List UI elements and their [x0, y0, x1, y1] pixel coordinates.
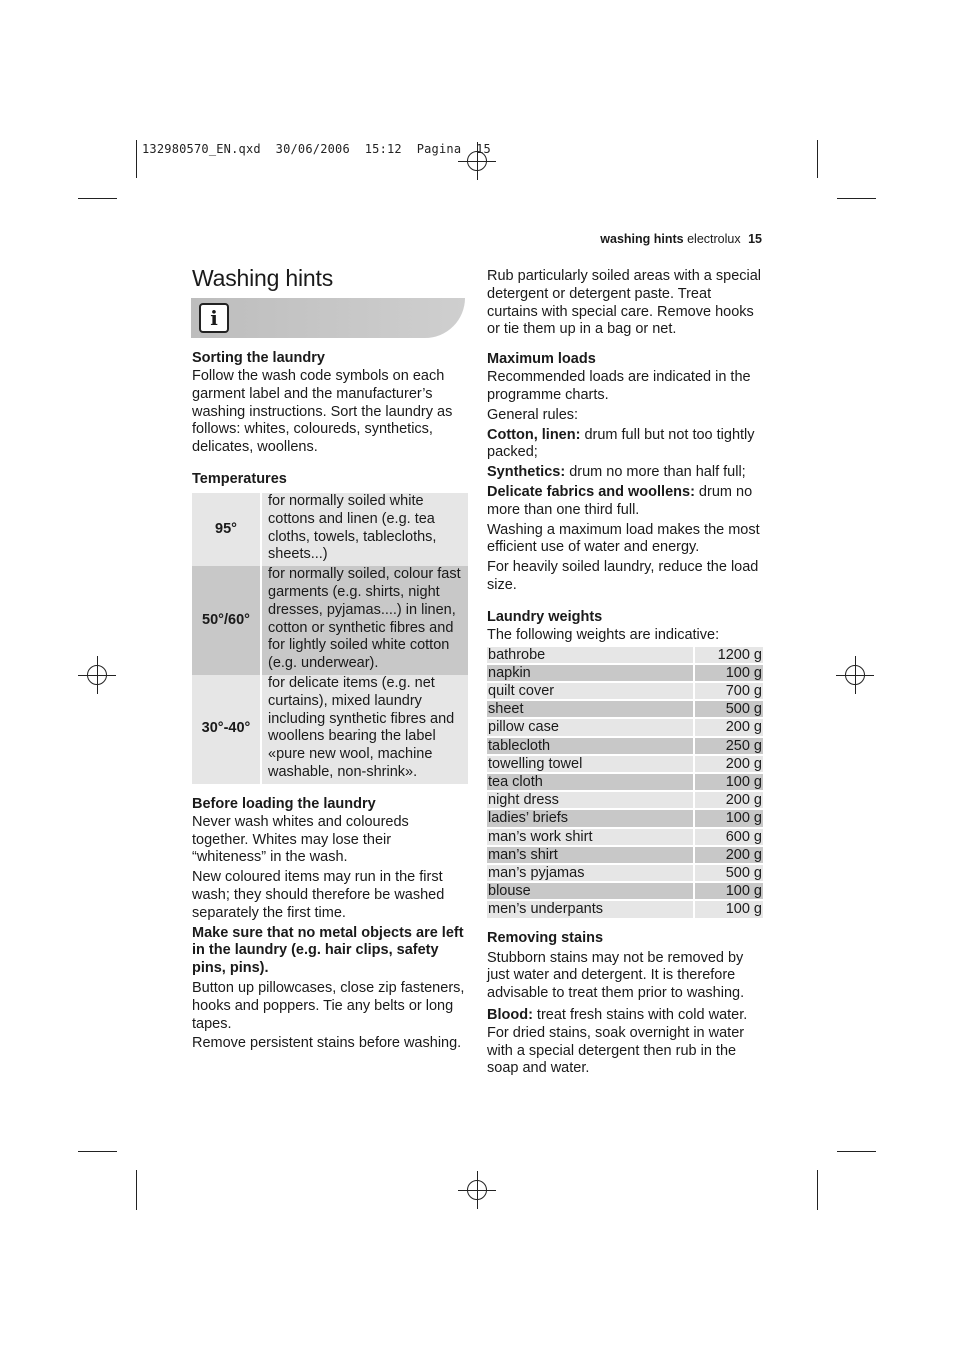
weight-item: tablecloth	[487, 738, 695, 756]
rule-delicates-text: drum no more than one third full.	[487, 483, 753, 518]
removing-stains-text: Stubborn stains may not be removed by just water and detergent. It is therefore advisable to treat them prior to washing.	[487, 949, 745, 1002]
running-head	[600, 232, 762, 246]
weight-row	[487, 647, 763, 665]
rule-cotton-text: drum full but not too tightly packed;	[487, 426, 755, 461]
before-loading-text: New coloured items may run in the first wash; they should therefore be washed separately the first time.	[192, 869, 445, 921]
weight-item: man’s work shirt	[487, 829, 695, 847]
laundry-weights-table	[487, 647, 763, 920]
rule-delicates	[487, 484, 763, 520]
weight-value: 200 g	[695, 847, 763, 865]
weight-item: tea cloth	[487, 774, 695, 792]
weight-item: towelling towel	[487, 756, 695, 774]
weight-row	[487, 901, 763, 919]
temperature-value: 30°-40°	[192, 675, 262, 784]
weight-row	[487, 810, 763, 828]
weight-row	[487, 865, 763, 883]
weight-value: 100 g	[695, 665, 763, 683]
weight-item: man’s shirt	[487, 847, 695, 865]
maximum-loads-text: For heavily soiled laundry, reduce the load size.	[487, 559, 759, 593]
weight-value: 1200 g	[695, 647, 763, 665]
rule-cotton	[487, 427, 763, 463]
temperature-description: for normally soiled white cottons and linen (e.g. tea cloths, towels, tablecloths, sheets...)	[262, 493, 468, 566]
weight-value: 250 g	[695, 738, 763, 756]
page-number: 15	[748, 232, 762, 246]
weight-item: ladies’ briefs	[487, 810, 695, 828]
blood-text: treat fresh stains with cold water. For dried stains, soak overnight in water with a special detergent then rub in the soap and water.	[487, 1006, 748, 1077]
blood-stains-text	[487, 1007, 763, 1078]
registration-mark-icon	[458, 1171, 496, 1209]
temperature-value: 95°	[192, 493, 262, 566]
weight-row	[487, 829, 763, 847]
weight-item: napkin	[487, 665, 695, 683]
rule-cotton-label: Cotton, linen:	[487, 426, 581, 443]
weight-item: bathrobe	[487, 647, 695, 665]
sorting-heading: Sorting the laundry	[192, 350, 325, 366]
crop-mark	[837, 198, 876, 199]
crop-mark	[78, 1151, 117, 1152]
temperature-description: for delicate items (e.g. net curtains), mixed laundry including synthetic fibres and woollens bearing the label «pure new wool, machine washable, non-shrink».	[262, 675, 468, 784]
weight-row	[487, 756, 763, 774]
weight-value: 500 g	[695, 865, 763, 883]
before-loading-text: Never wash whites and coloureds together. Whites may lose their “whiteness” in the wash.	[192, 813, 409, 866]
weight-value: 200 g	[695, 719, 763, 737]
file-slug: 132980570_EN.qxd 30/06/2006 15:12 Pagina 15	[142, 142, 491, 156]
left-column	[192, 262, 468, 1055]
laundry-weights-intro: The following weights are indicative:	[487, 626, 720, 643]
weight-row	[487, 847, 763, 865]
weight-row	[487, 665, 763, 683]
maximum-loads-text: Recommended loads are indicated in the programme charts.	[487, 369, 751, 403]
weight-item: man’s pyjamas	[487, 865, 695, 883]
weight-value: 700 g	[695, 683, 763, 701]
weight-row	[487, 774, 763, 792]
crop-mark	[817, 1170, 818, 1210]
sorting-text: Follow the wash code symbols on each garment label and the manufacturer’s washing instructions. Sort the laundry as follows: whites, coloureds, synthetics, delicates, woollens.	[192, 368, 453, 456]
rule-synthetics-label: Synthetics:	[487, 464, 566, 481]
running-head-brand: electrolux	[687, 232, 741, 246]
blood-label: Blood:	[487, 1006, 533, 1023]
laundry-weights-heading: Laundry weights	[487, 608, 603, 625]
metal-objects-warning: Make sure that no metal objects are left in the laundry (e.g. hair clips, safety pins, pins).	[192, 924, 464, 977]
before-loading-text: Remove persistent stains before washing.	[192, 1035, 462, 1052]
weight-item: men’s underpants	[487, 901, 695, 919]
weight-row	[487, 792, 763, 810]
weight-value: 600 g	[695, 829, 763, 847]
info-icon: i	[199, 303, 229, 333]
weight-item: sheet	[487, 701, 695, 719]
before-loading-text: Button up pillowcases, close zip fasteners, hooks and poppers. Tie any belts or long tapes.	[192, 979, 465, 1032]
weight-value: 100 g	[695, 883, 763, 901]
weight-item: quilt cover	[487, 683, 695, 701]
temperatures-heading: Temperatures	[192, 470, 287, 487]
rule-synthetics	[487, 464, 763, 482]
removing-stains-heading: Removing stains	[487, 929, 604, 946]
weight-value: 100 g	[695, 901, 763, 919]
crop-mark	[837, 1151, 876, 1152]
weight-row	[487, 683, 763, 701]
registration-mark-icon	[78, 656, 116, 694]
weight-row	[487, 719, 763, 737]
temperatures-table	[192, 493, 468, 784]
weight-value: 200 g	[695, 756, 763, 774]
intro-text: Rub particularly soiled areas with a special detergent or detergent paste. Treat curtains with special care. Remove hooks or tie them up in a bag or net.	[487, 268, 762, 338]
registration-mark-icon	[836, 656, 874, 694]
crop-mark	[136, 1170, 137, 1210]
temperature-description: for normally soiled, colour fast garments (e.g. shirts, night dresses, pyjamas....) in linen, cotton or synthetic fibres and for lightly soiled white cotton (e.g. underwear).	[262, 566, 468, 675]
weight-row	[487, 738, 763, 756]
running-head-section: washing hints	[600, 232, 684, 246]
weight-value: 500 g	[695, 701, 763, 719]
weight-item: pillow case	[487, 719, 695, 737]
maximum-loads-heading: Maximum loads	[487, 351, 596, 368]
temperature-row	[192, 566, 468, 675]
weight-row	[487, 883, 763, 901]
page-title: Washing hints	[192, 265, 334, 291]
temperature-row	[192, 675, 468, 784]
right-column	[487, 268, 763, 1080]
before-loading-heading: Before loading the laundry	[192, 795, 376, 812]
crop-mark	[78, 198, 117, 199]
info-banner	[191, 298, 465, 338]
maximum-loads-text: Washing a maximum load makes the most efficient use of water and energy.	[487, 521, 760, 556]
weight-value: 200 g	[695, 792, 763, 810]
weight-row	[487, 701, 763, 719]
weight-value: 100 g	[695, 774, 763, 792]
temperature-row	[192, 493, 468, 566]
crop-mark	[136, 140, 137, 178]
rule-delicates-label: Delicate fabrics and woollens:	[487, 483, 695, 500]
weight-item: night dress	[487, 792, 695, 810]
rule-synthetics-text: drum no more than half full;	[565, 464, 746, 481]
crop-mark	[817, 140, 818, 178]
weight-item: blouse	[487, 883, 695, 901]
weight-value: 100 g	[695, 810, 763, 828]
temperature-value: 50°/60°	[192, 566, 262, 675]
general-rules-text: General rules:	[487, 406, 579, 423]
